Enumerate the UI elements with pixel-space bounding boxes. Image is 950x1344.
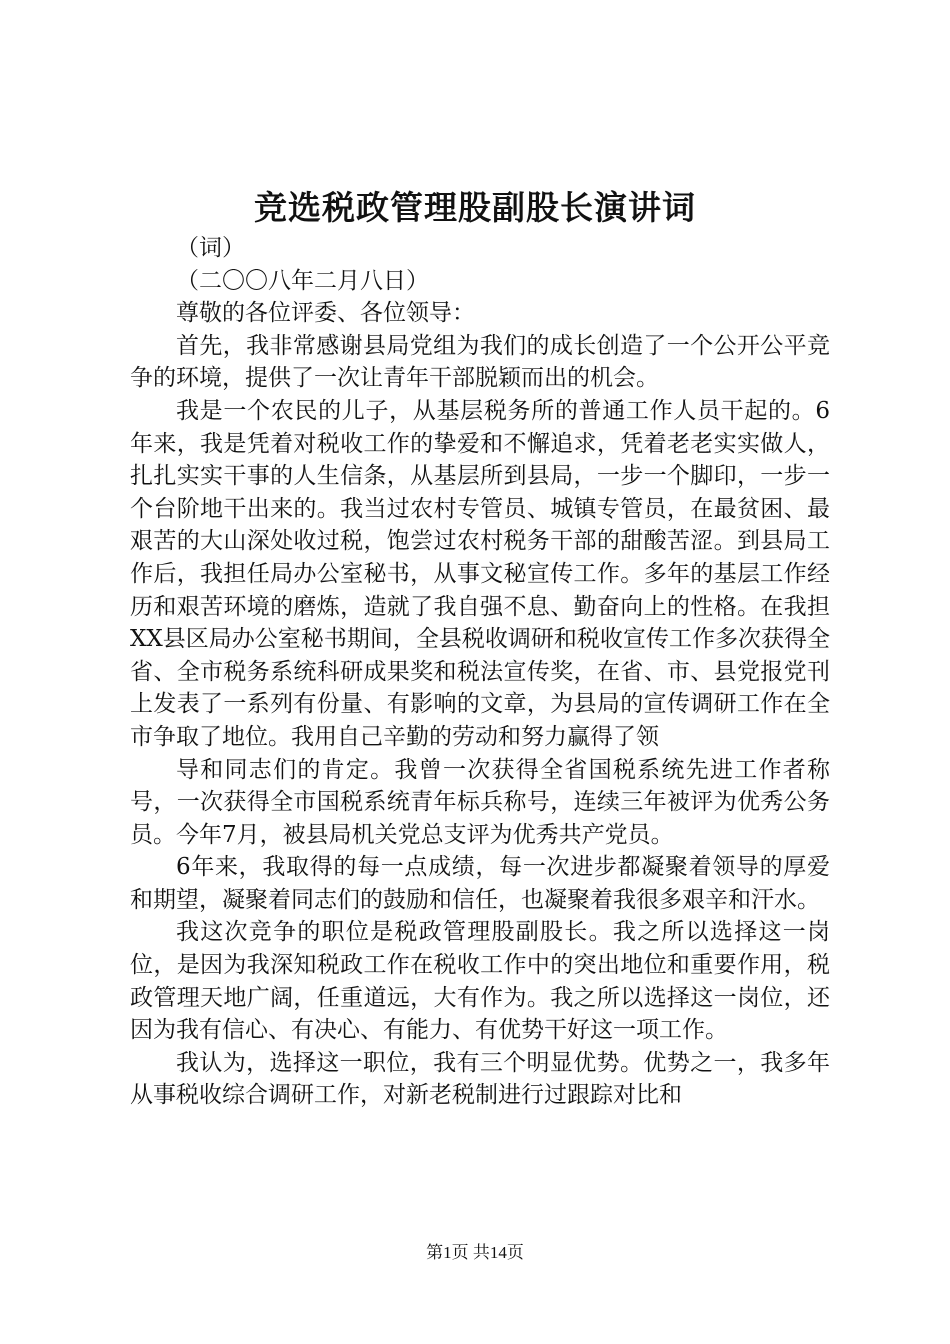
- page-footer: 第1页 共14页: [426, 1243, 524, 1262]
- paragraph-subtitle: （词）: [176, 235, 245, 261]
- paragraph-date: （二〇〇八年二月八日）: [176, 267, 429, 294]
- paragraph: 我这次竞争的职位是税政管理股副股长。我之所以选择这一岗位，是因为我深知税政工作在税收工作中的突出地位和重要作用，税政管理天地广阔，任重道远，大有作为。我之所以选择这一岗位，还因为我有信心、有决心、有能力、有优势干好这一项工作。: [130, 919, 830, 1044]
- paragraph: 我认为，选择这一职位，我有三个明显优势。优势之一，我多年从事税收综合调研工作，对新老税制进行过跟踪对比和: [130, 1049, 830, 1109]
- paragraph: 6年来，我取得的每一点成绩，每一次进步都凝聚着领导的厚爱和期望，凝聚着同志们的鼓励和信任，也凝聚着我很多艰辛和汗水。: [130, 854, 830, 913]
- document-title: 竞选税政管理股副股长演讲词: [254, 188, 696, 227]
- document-body: [130, 232, 830, 1112]
- paragraph: 导和同志们的肯定。我曾一次获得全省国税系统先进工作者称号，一次获得全市国税系统青年标兵称号，连续三年被评为优秀公务员。今年7月，被县局机关党总支评为优秀共产党员。: [130, 756, 830, 848]
- paragraph-salutation: 尊敬的各位评委、各位领导：: [176, 300, 475, 327]
- paragraph: 我是一个农民的儿子，从基层税务所的普通工作人员干起的。6年来，我是凭着对税收工作的挚爱和不懈追求，凭着老老实实做人，扎扎实实干事的人生信条，从基层所到县局，一步一个脚印，一步一个台阶地干出来的。我当过农村专管员、城镇专管员，在最贫困、最艰苦的大山深处收过税，饱尝过农村税务干部的甜酸苦涩。到县局工作后，我担任局办公室秘书，从事文秘宣传工作。多年的基层工作经历和艰苦环境的磨炼，造就了我自强不息、勤奋向上的性格。在我担XX县区局办公室秘书期间，全县税收调研和税收宣传工作多次获得全省、全市税务系统科研成果奖和税法宣传奖，在省、市、县党报党刊上发表了一系列有份量、有影响的文章，为县局的宣传调研工作在全市争取了地位。我用自己辛勤的劳动和努力赢得了领: [130, 397, 830, 750]
- paragraph: 首先，我非常感谢县局党组为我们的成长创造了一个公开公平竞争的环境，提供了一次让青年干部脱颖而出的机会。: [130, 332, 830, 392]
